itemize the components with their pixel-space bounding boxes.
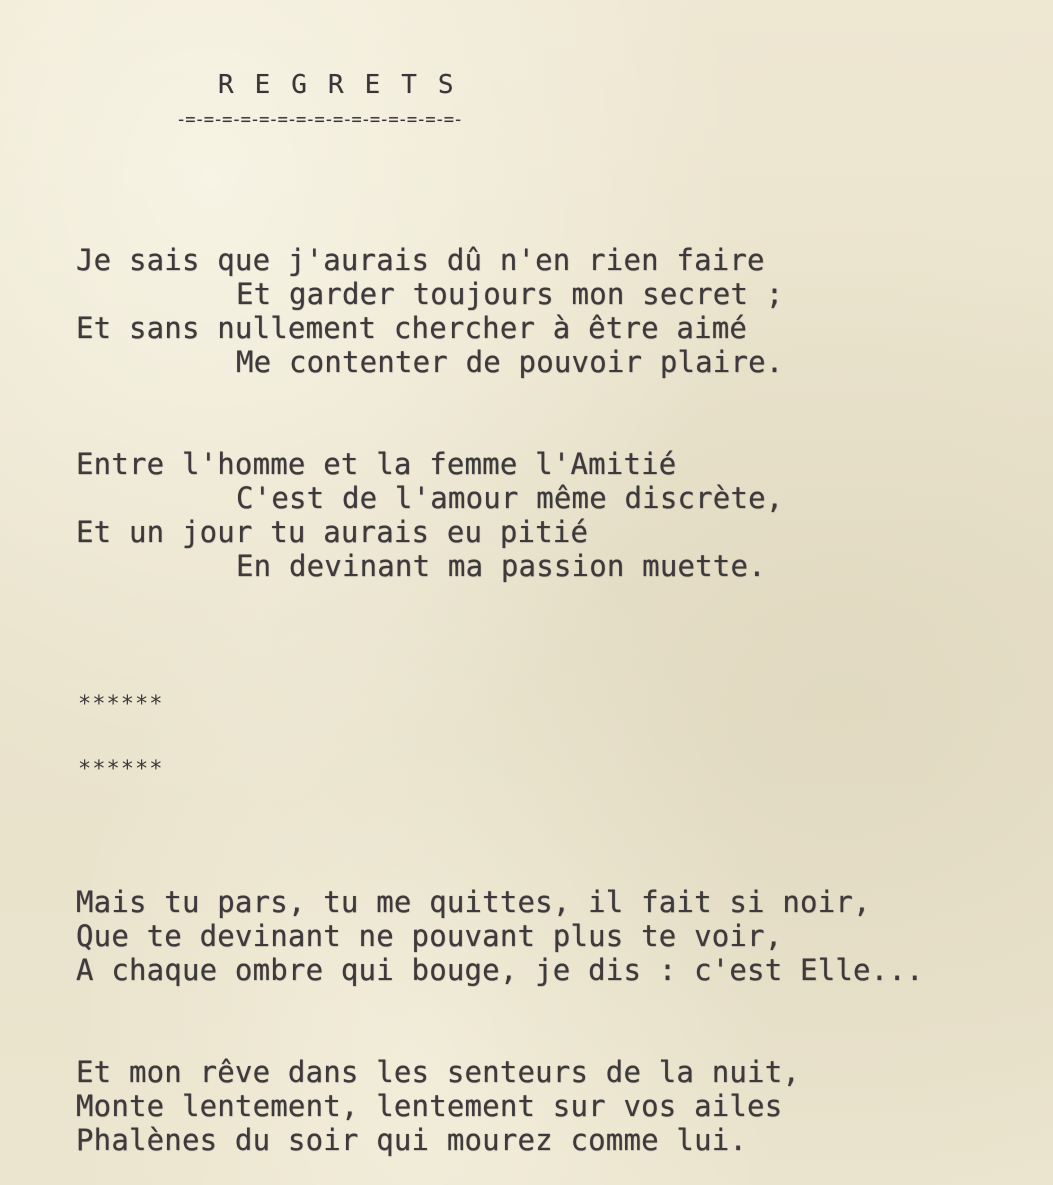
stanza-3-line-1: Mais tu pars, tu me quittes, il fait si noir, — [76, 885, 871, 919]
title-underline: -=-=-=-=-=-=-=-=-=-=-=-=-=-=-=- — [176, 110, 463, 130]
stanza-4-line-3: Phalènes du soir qui mourez comme lui. — [76, 1123, 748, 1157]
stanza-2-line-3: Et un jour tu aurais eu pitié — [76, 515, 589, 549]
separator-1: ****** — [78, 692, 164, 717]
stanza-4-line-1: Et mon rêve dans les senteurs de la nuit, — [76, 1055, 801, 1089]
separator-2: ****** — [78, 757, 164, 782]
stanza-4-line-2: Monte lentement, lentement sur vos ailes — [76, 1089, 783, 1123]
stanza-1-line-3: Et sans nullement chercher à être aimé — [76, 311, 748, 345]
poem-title: REGRETS — [218, 70, 475, 100]
stanza-2-line-1: Entre l'homme et la femme l'Amitié — [76, 447, 677, 481]
stanza-1-line-1: Je sais que j'aurais dû n'en rien faire — [76, 243, 765, 277]
stanza-2-line-4: En devinant ma passion muette. — [236, 549, 766, 583]
stanza-3-line-3: A chaque ombre qui bouge, je dis : c'est Elle... — [76, 953, 924, 987]
stanza-1-line-2: Et garder toujours mon secret ; — [236, 277, 784, 311]
stanza-1-line-4: Me contenter de pouvoir plaire. — [236, 345, 784, 379]
stanza-2-line-2: C'est de l'amour même discrète, — [236, 481, 784, 515]
stanza-3-line-2: Que te devinant ne pouvant plus te voir, — [76, 919, 783, 953]
